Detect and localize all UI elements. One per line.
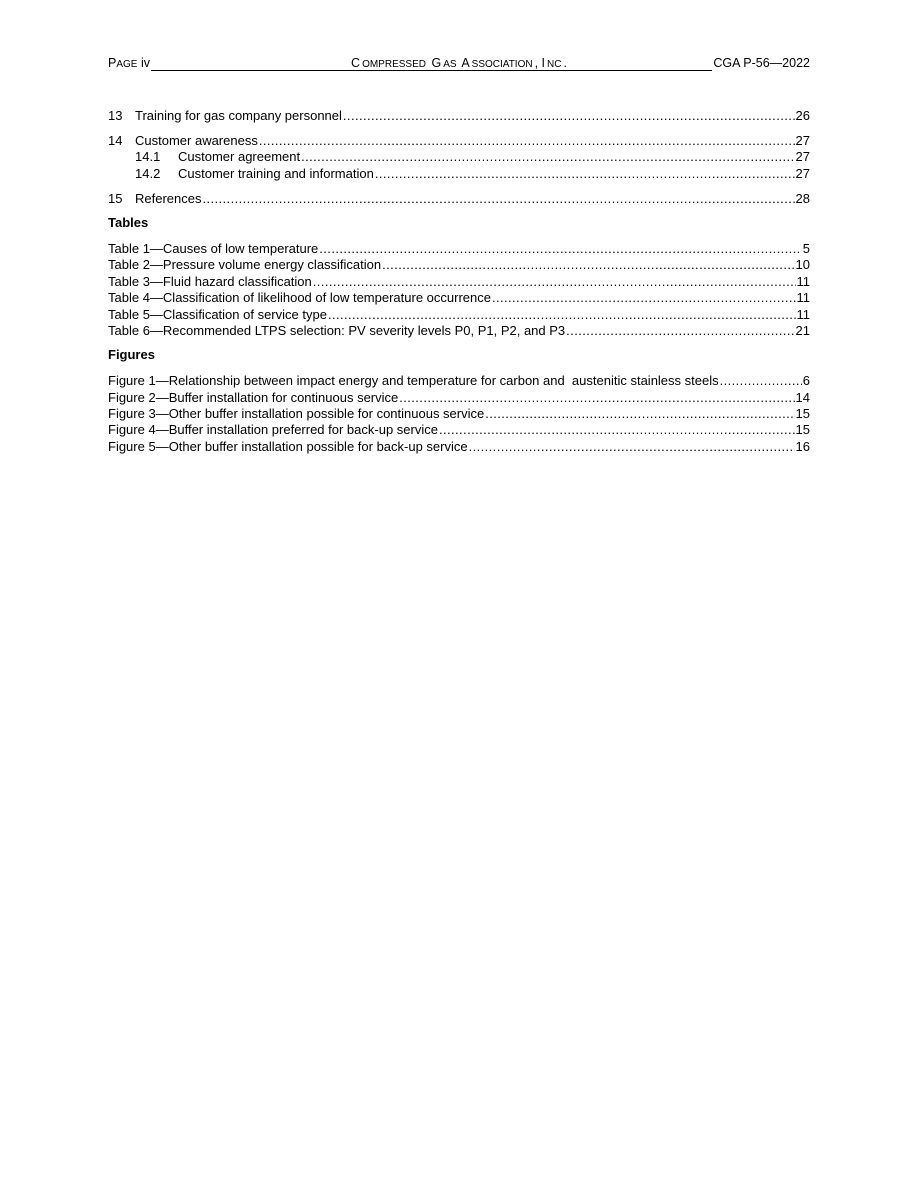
toc-title: Figure 1—Relationship between impact energy and temperature for carbon and austenitic stainless steels (108, 373, 719, 389)
table-entry-2[interactable] (108, 257, 810, 273)
header-organization (108, 55, 810, 73)
table-entry-4[interactable] (108, 290, 810, 306)
toc-title: Figure 2—Buffer installation for continuous service (108, 389, 399, 405)
toc-title: Training for gas company personnel (135, 107, 342, 123)
leader-dots (259, 133, 795, 149)
toc-page-number: 26 (795, 107, 810, 123)
toc-number: 14.2 (135, 165, 161, 181)
leader-dots (382, 257, 794, 273)
leader-dots (328, 307, 796, 323)
toc-title: Table 1—Causes of low temperature (108, 240, 319, 256)
toc-title: Table 4—Classification of likelihood of low temperature occurrence (108, 290, 491, 306)
toc-page-number: 14 (795, 389, 810, 405)
toc-page-number: 27 (795, 149, 810, 165)
toc-page-number: 10 (795, 257, 810, 273)
leader-dots (202, 191, 794, 207)
figures-heading: Figures (108, 347, 155, 363)
toc-title: Customer training and information (178, 165, 374, 181)
toc-page-number: 27 (795, 165, 810, 181)
header-left-suffix: iv (137, 56, 150, 70)
toc-entry-13[interactable] (108, 108, 810, 124)
toc-page-number: 11 (796, 290, 810, 306)
toc-number: 15 (108, 190, 123, 206)
org-small-1: OMPRESSED (362, 59, 426, 70)
org-cap-1: C (351, 56, 361, 70)
toc-page-number: 15 (795, 422, 810, 438)
leader-dots (485, 406, 794, 422)
toc-page-number: 16 (795, 438, 810, 454)
leader-dots (566, 323, 794, 339)
table-entry-3[interactable] (108, 274, 810, 290)
leader-dots (319, 241, 801, 257)
toc-page-number: 27 (795, 132, 810, 148)
toc-title: Figure 5—Other buffer installation possible for back-up service (108, 438, 468, 454)
header-left-small: AGE (116, 59, 138, 70)
toc-page-number: 15 (795, 406, 810, 422)
org-small-3: SSOCIATION (471, 59, 533, 70)
toc-title: Table 2—Pressure volume energy classification (108, 257, 382, 273)
org-small-2: AS (443, 59, 457, 70)
toc-page-number: 28 (795, 190, 810, 206)
toc-title: Table 3—Fluid hazard classification (108, 273, 312, 289)
leader-dots (720, 373, 802, 389)
toc-page-number: 21 (795, 322, 810, 338)
figure-entry-3[interactable] (108, 406, 810, 422)
tables-heading: Tables (108, 214, 149, 230)
figure-entry-4[interactable] (108, 422, 810, 438)
org-period: . (563, 56, 567, 70)
toc-entry-15[interactable] (108, 191, 810, 207)
table-of-contents (108, 108, 810, 455)
org-cap-3: A (458, 56, 470, 70)
toc-title: Figure 3—Other buffer installation possible for continuous service (108, 406, 485, 422)
header-left-cap: P (108, 56, 117, 70)
toc-title: Figure 4—Buffer installation preferred for back-up service (108, 422, 438, 438)
toc-page-number: 6 (802, 373, 810, 389)
leader-dots (343, 108, 795, 124)
table-entry-1[interactable] (108, 241, 810, 257)
leader-dots (439, 422, 795, 438)
leader-dots (313, 274, 796, 290)
page-header (108, 55, 810, 71)
toc-number: 14.1 (135, 149, 161, 165)
toc-page-number: 11 (796, 273, 810, 289)
leader-dots (301, 149, 794, 165)
leader-dots (469, 439, 795, 455)
toc-title: Customer agreement (178, 149, 301, 165)
toc-title: References (135, 190, 202, 206)
org-small-4: NC (547, 59, 562, 70)
org-cap-2: G (427, 56, 442, 70)
leader-dots (375, 166, 795, 182)
toc-entry-14-2[interactable] (108, 166, 810, 182)
table-entry-6[interactable] (108, 323, 810, 339)
leader-dots (399, 390, 794, 406)
toc-title: Customer awareness (135, 132, 258, 148)
toc-number: 13 (108, 107, 123, 123)
leader-dots (492, 290, 796, 306)
toc-page-number: 5 (802, 240, 810, 256)
toc-page-number: 11 (796, 306, 810, 322)
table-entry-5[interactable] (108, 307, 810, 323)
figure-entry-2[interactable] (108, 390, 810, 406)
header-document-id: CGA P-56—2022 (713, 56, 810, 70)
toc-entry-14-1[interactable] (108, 149, 810, 165)
toc-title: Table 6—Recommended LTPS selection: PV severity levels P0, P1, P2, and P3 (108, 322, 566, 338)
figure-entry-1[interactable] (108, 373, 810, 389)
toc-entry-14[interactable] (108, 133, 810, 149)
figure-entry-5[interactable] (108, 439, 810, 455)
toc-number: 14 (108, 132, 123, 148)
org-cap-4: , I (534, 56, 546, 70)
toc-title: Table 5—Classification of service type (108, 306, 327, 322)
